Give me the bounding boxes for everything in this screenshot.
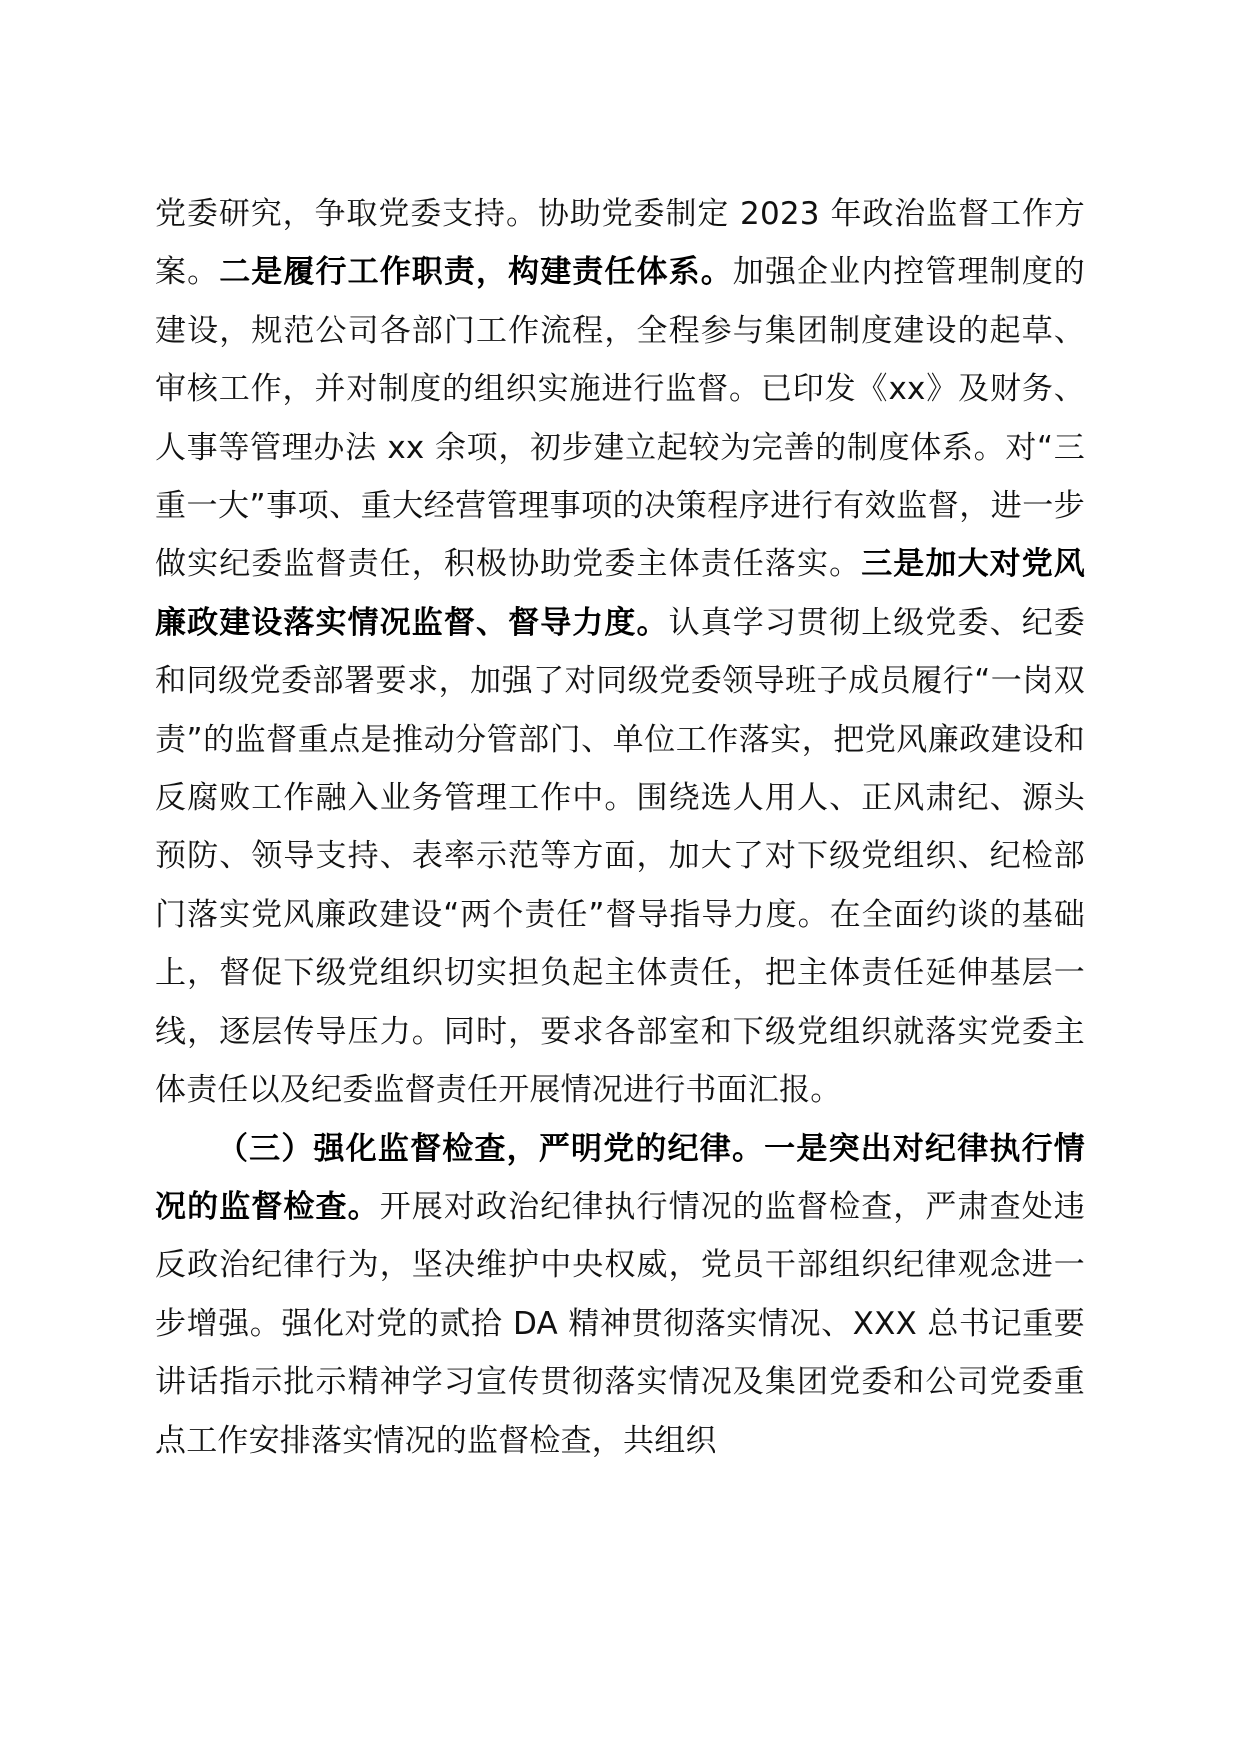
- text-segment: 认真学习贯彻上级党委、纪委和同级党委部署要求，加强了对同级党委领导班子成员履行“一岗双责”的监督重点是推动分管部门、单位工作落实，把党风廉政建设和反腐败工作融入业务管理工作中。围绕选人用人、正风肃纪、源头预防、领导支持、表率示范等方面，加大了对下级党组织、纪检部门落实党风廉政建设“两个责任”督导指导力度。在全面约谈的基础上，督促下级党组织切实担负起主体责任，把主体责任延伸基层一线，逐层传导压力。同时，要求各部室和下级党组织就落实党委主体责任以及纪委监督责任开展情况进行书面汇报。: [155, 604, 1085, 1109]
- document-body: [155, 185, 1085, 1470]
- paragraph-continued: [155, 185, 1085, 1120]
- text-segment: 开展对政治纪律执行情况的监督检查，严肃查处违反政治纪律行为，坚决维护中央权威，党员干部组织纪律观念进一步增强。强化对党的贰拾 DA 精神贯彻落实情况、XXX 总书记重要讲话指示批示精神学习宣传贯彻落实情况及集团党委和公司党委重点工作安排落实情况的监督检查，共组织: [155, 1188, 1085, 1459]
- paragraph-section-three: [155, 1120, 1085, 1470]
- bold-heading-segment: 二是履行工作职责，构建责任体系。: [219, 254, 733, 291]
- bold-heading-segment: （三）强化监督检查，严明党的纪律。一是突出对纪律执行情况的监督检查。: [155, 1130, 1085, 1225]
- text-segment: 加强企业内控管理制度的建设，规范公司各部门工作流程，全程参与集团制度建设的起草、审核工作，并对制度的组织实施进行监督。已印发《xx》及财务、人事等管理办法 xx 余项，初步建立起较为完善的制度体系。对“三重一大”事项、重大经营管理事项的决策程序进行有效监督，进一步做实纪委监督责任，积极协助党委主体责任落实。: [155, 254, 1085, 583]
- bold-heading-segment: 三是加大对党风廉政建设落实情况监督、督导力度。: [155, 546, 1085, 641]
- text-segment: 党委研究，争取党委支持。协助党委制定 2023 年政治监督工作方案。: [155, 196, 1085, 291]
